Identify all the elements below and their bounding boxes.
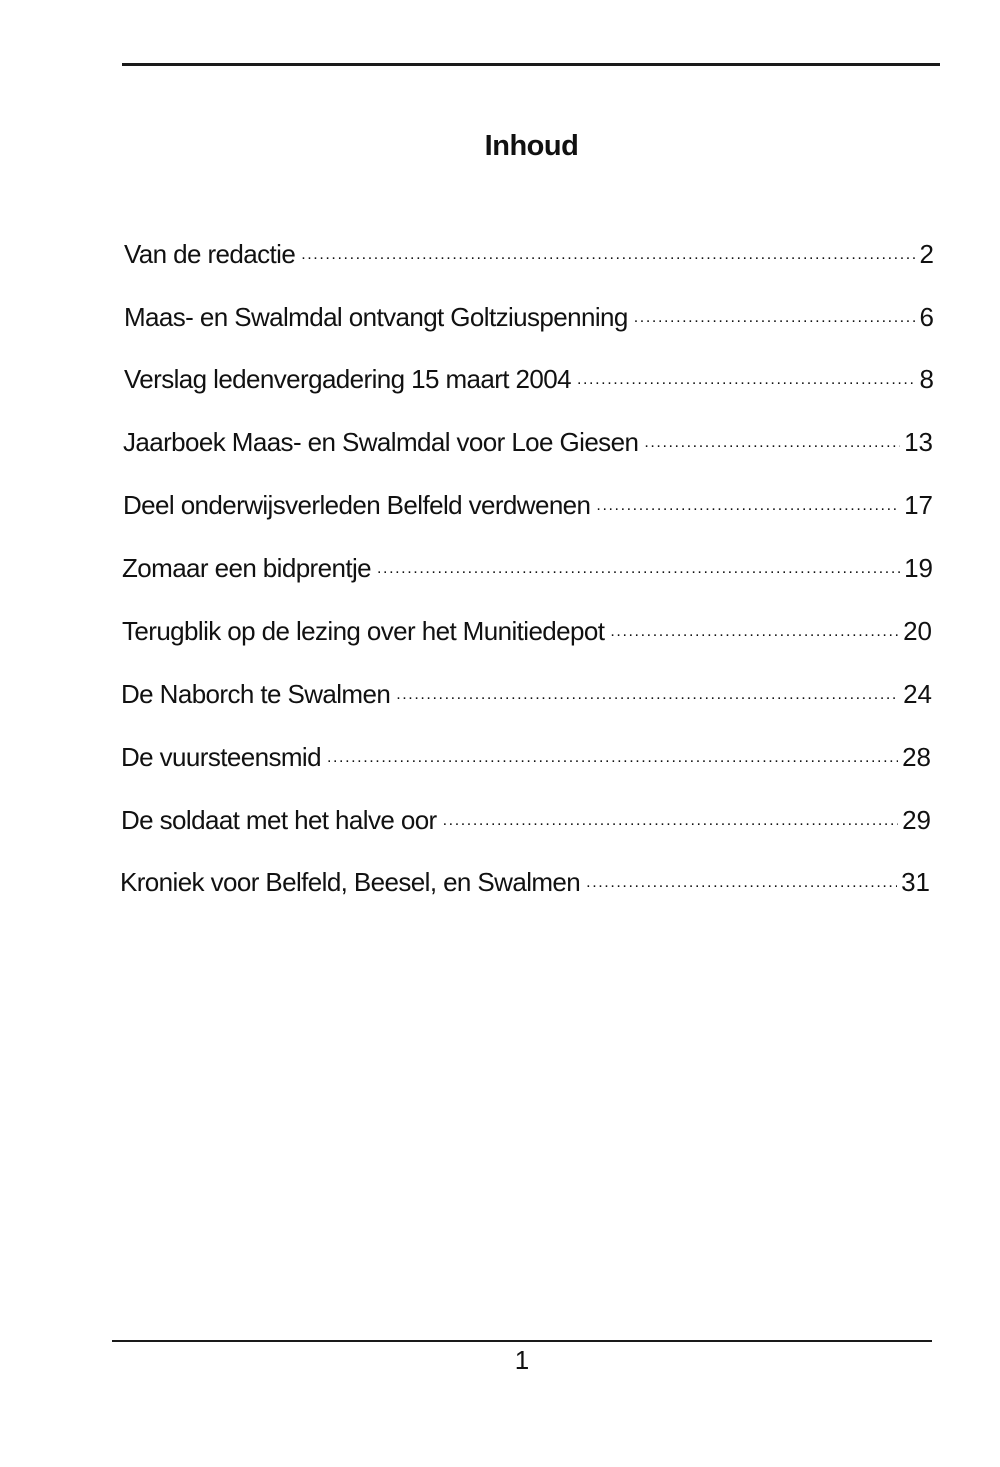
toc-entry-page: 8: [919, 364, 934, 394]
toc-entry: [124, 358, 934, 394]
toc-entry-title: Terugblik op de lezing over het Munitiedepot: [122, 616, 605, 646]
toc-entry: [120, 861, 930, 897]
toc-entry-page: 19: [904, 553, 933, 583]
toc-entry-title: Zomaar een bidprentje: [122, 553, 371, 583]
toc-entry-page: 6: [919, 302, 934, 332]
toc-entry: [122, 547, 933, 583]
toc-entry-page: 20: [903, 616, 932, 646]
toc-entry-page: 29: [902, 805, 931, 835]
toc-entry-page: 13: [904, 427, 933, 457]
toc-entry: [121, 799, 931, 835]
toc-entry: [121, 673, 932, 709]
dot-leader: [610, 624, 899, 646]
toc-entry: [122, 610, 932, 646]
toc-entry-page: 24: [903, 679, 932, 709]
dot-leader: [301, 247, 915, 269]
toc-entry: [124, 296, 934, 332]
dot-leader: [644, 435, 900, 457]
dot-leader: [577, 372, 916, 394]
toc-entry-page: 17: [904, 490, 933, 520]
toc-entry-title: Deel onderwijsverleden Belfeld verdwenen: [123, 490, 591, 520]
toc-entry-title: Verslag ledenvergadering 15 maart 2004: [124, 364, 571, 394]
toc-entry: [121, 736, 931, 772]
dot-leader: [443, 813, 898, 835]
page-number: 1: [514, 1345, 530, 1375]
dot-leader: [396, 687, 899, 709]
toc-entry-title: De Naborch te Swalmen: [121, 679, 391, 709]
toc-entry: [124, 233, 934, 269]
dot-leader: [596, 498, 900, 520]
page-title: Inhoud: [484, 130, 579, 162]
dot-leader: [377, 561, 900, 583]
toc-entry: [123, 421, 933, 457]
dot-leader: [634, 310, 916, 332]
toc-entry-page: 2: [919, 239, 934, 269]
toc-entry-title: De vuursteensmid: [121, 742, 321, 772]
toc-entry-title: Kroniek voor Belfeld, Beesel, en Swalmen: [120, 867, 581, 897]
dot-leader: [586, 875, 897, 897]
toc-entry-title: De soldaat met het halve oor: [121, 805, 437, 835]
top-rule: [122, 63, 940, 66]
toc-entry-title: Van de redactie: [124, 239, 296, 269]
toc-entry-page: 31: [901, 867, 930, 897]
toc-entry-title: Jaarboek Maas- en Swalmdal voor Loe Giesen: [123, 427, 639, 457]
bottom-rule: [112, 1340, 932, 1342]
toc-entry-title: Maas- en Swalmdal ontvangt Goltziuspenning: [124, 302, 628, 332]
toc-entry-page: 28: [902, 742, 931, 772]
toc-entry: [123, 484, 933, 520]
dot-leader: [327, 750, 898, 772]
